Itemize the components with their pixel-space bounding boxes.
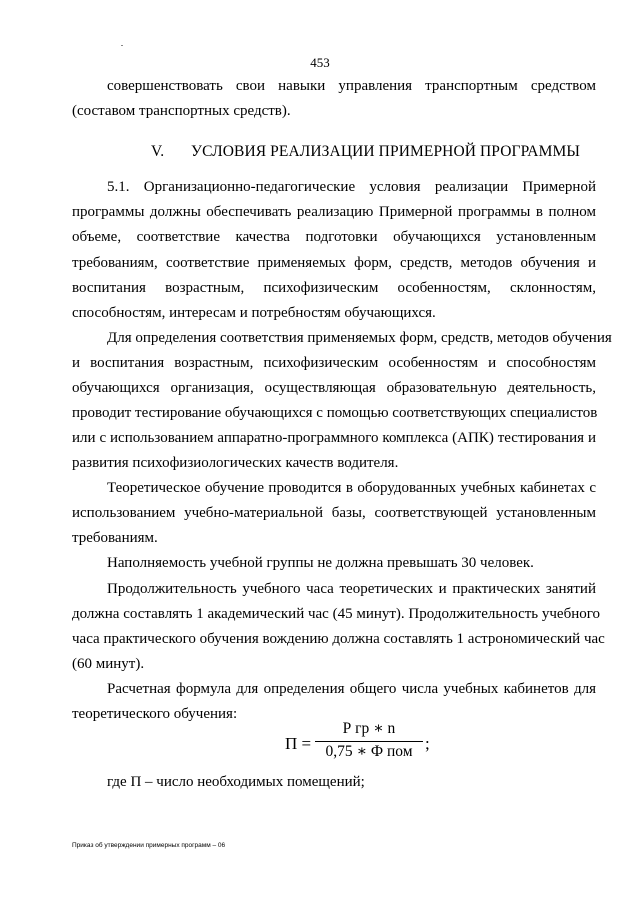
para2-line-2: и воспитания возрастным, психофизическим особенностям и способностям xyxy=(72,355,596,371)
para1-line-3: объеме, соответствие качества подготовки обучающихся установленным xyxy=(72,229,596,245)
para2-line-4: проводит тестирование обучающихся с помощью соответствующих специалистов xyxy=(72,405,598,421)
para2-line-6: развития психофизиологических качеств водителя. xyxy=(72,455,399,471)
para5-line-3: часа практического обучения вождению должна составлять 1 астрономический час xyxy=(72,631,605,647)
para3-line-2: использованием учебно-материальной базы, соответствующей установленным xyxy=(72,505,596,521)
formula xyxy=(285,719,445,771)
para1-line-1: 5.1. Организационно-педагогические условия реализации Примерной xyxy=(107,179,596,195)
para2-line-5: или с использованием аппаратно-программного комплекса (АПК) тестирования и xyxy=(72,430,596,446)
section-heading xyxy=(151,143,580,161)
scan-speck xyxy=(121,45,123,46)
intro-line-1: совершенствовать свои навыки управления транспортным средством xyxy=(107,78,596,94)
para3-line-1: Теоретическое обучение проводится в оборудованных учебных кабинетах с xyxy=(107,480,596,496)
intro-line-2: (составом транспортных средств). xyxy=(72,103,291,119)
para5-line-2: должна составлять 1 академический час (45 минут). Продолжительность учебного xyxy=(72,606,601,622)
footer-note: Приказ об утверждении примерных программ – 06 xyxy=(72,842,226,849)
formula-fraction xyxy=(315,719,423,762)
para6-line-1: Расчетная формула для определения общего числа учебных кабинетов для xyxy=(107,681,596,697)
para3-line-3: требованиям. xyxy=(72,530,158,546)
para1-line-6: способностям, интересам и потребностям обучающихся. xyxy=(72,305,436,321)
para1-line-5: воспитания возрастным, психофизическим особенностям, склонностям, xyxy=(72,280,596,296)
para2-line-3: обучающихся организация, осуществляющая образовательную деятельность, xyxy=(72,380,596,396)
para1-line-2: программы должны обеспечивать реализацию Примерной программы в полном xyxy=(72,204,596,220)
para5-line-4: (60 минут). xyxy=(72,656,145,672)
page-number: 453 xyxy=(310,55,330,70)
para2-line-1: Для определения соответствия применяемых форм, средств, методов обучения xyxy=(107,330,612,346)
section-title: УСЛОВИЯ РЕАЛИЗАЦИИ ПРИМЕРНОЙ ПРОГРАММЫ xyxy=(191,143,580,160)
section-number: V. xyxy=(151,143,165,160)
formula-denominator: 0,75 ∗ Ф пом xyxy=(325,743,413,760)
para4-line-1: Наполняемость учебной группы не должна превышать 30 человек. xyxy=(107,555,534,571)
formula-lhs: П = xyxy=(285,734,312,753)
formula-numerator: Р гр ∗ n xyxy=(315,719,423,742)
formula-terminator: ; xyxy=(425,734,430,753)
where-line: где П – число необходимых помещений; xyxy=(107,774,365,790)
para6-line-2: теоретического обучения: xyxy=(72,706,238,722)
para5-line-1: Продолжительность учебного часа теоретических и практических занятий xyxy=(107,581,596,597)
para1-line-4: требованиям, соответствие применяемых форм, средств, методов обучения и xyxy=(72,255,596,271)
